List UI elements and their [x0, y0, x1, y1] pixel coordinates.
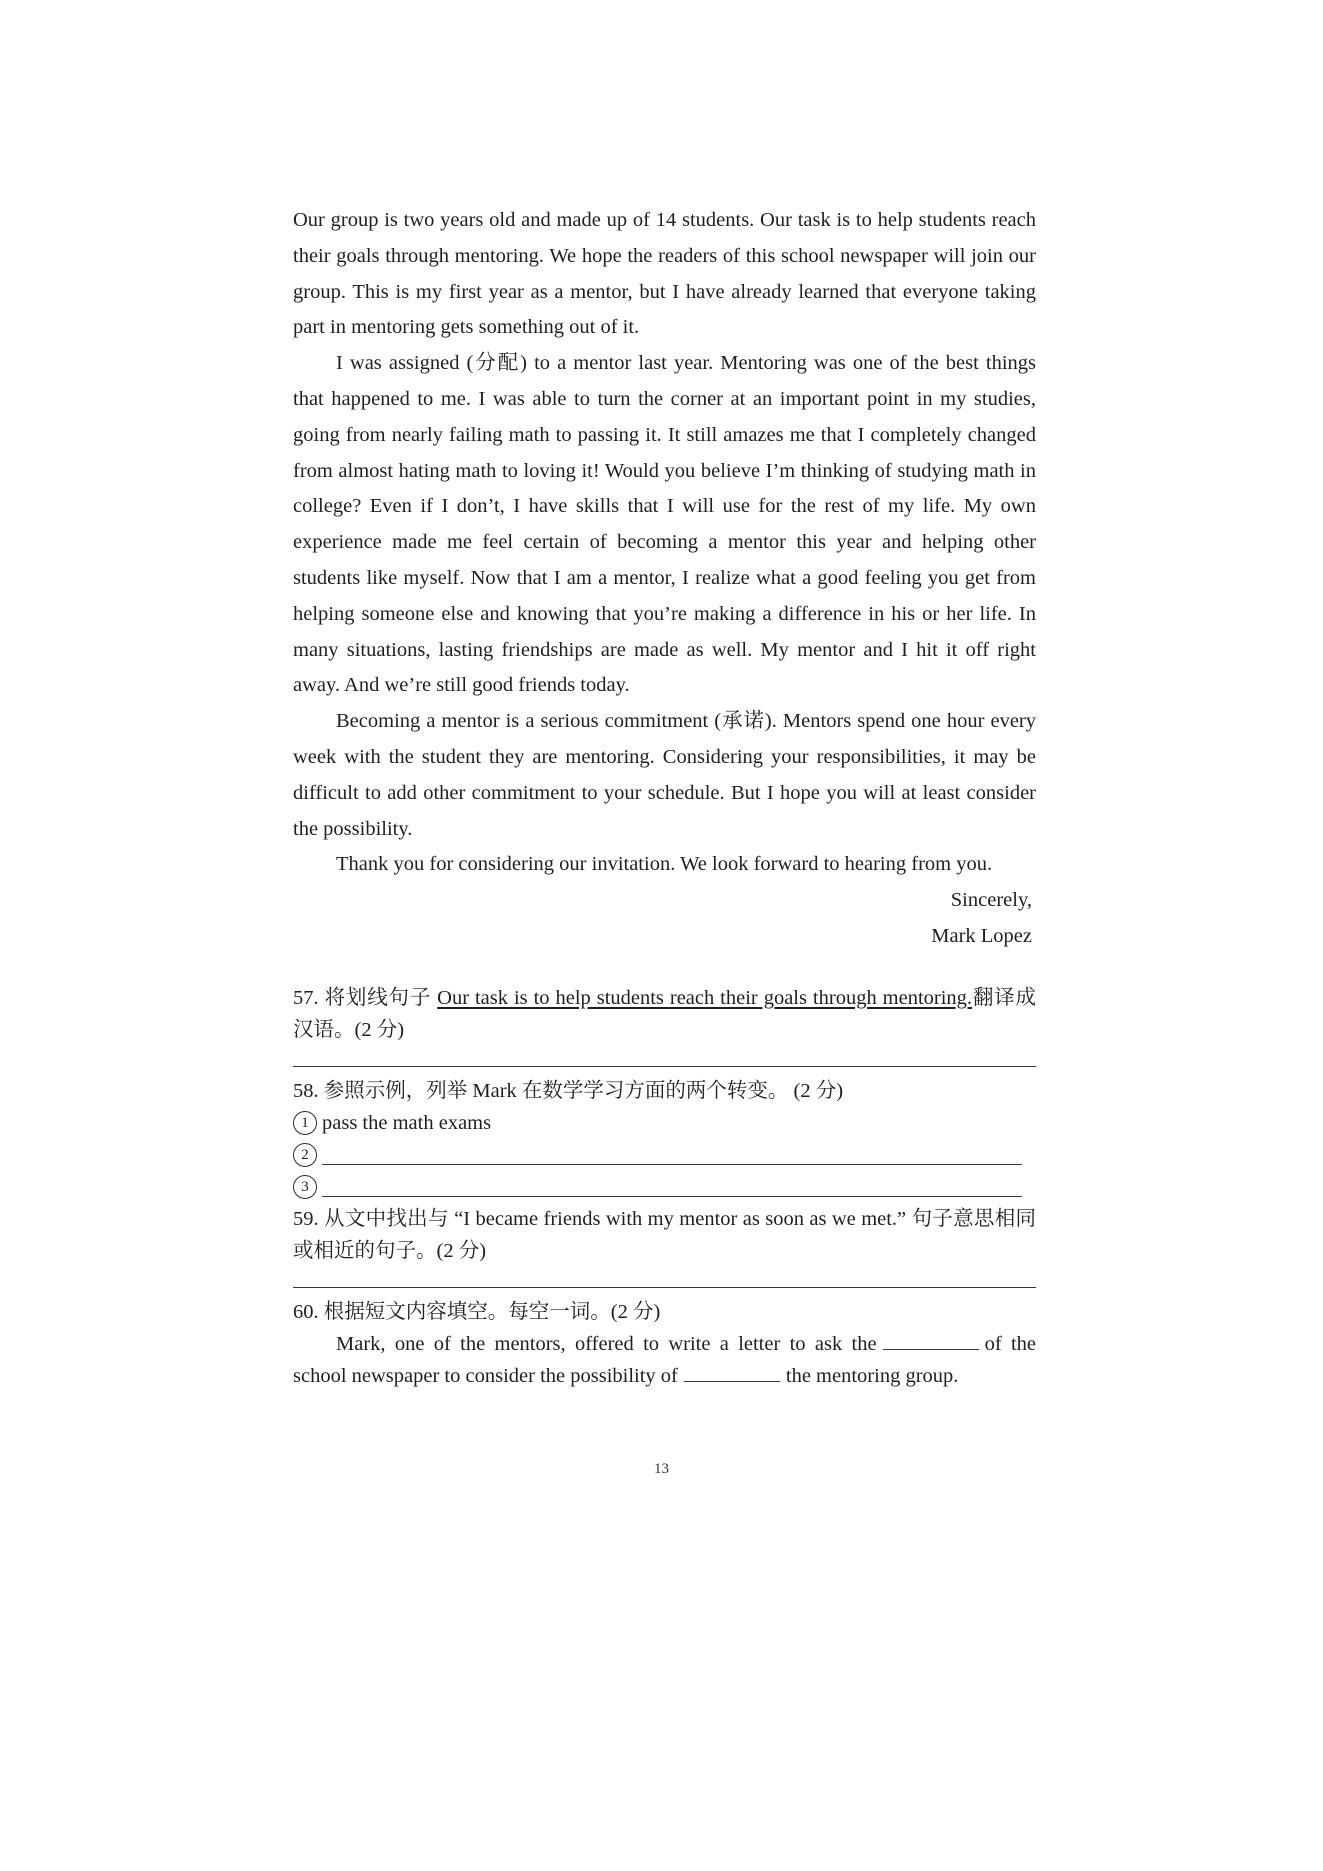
question-58-answer-line-3[interactable] [322, 1172, 1022, 1197]
question-57-prompt [293, 982, 1036, 1046]
question-58-example-answer: pass the math exams [322, 1111, 492, 1134]
question-57 [293, 982, 1036, 1067]
letter-signature: Mark Lopez [931, 924, 1032, 947]
exam-page [293, 203, 1036, 1392]
question-59-prompt: 59. 从文中找出与 “I became friends with my mentor as soon as we met.” 句子意思相同或相近的句子。(2 分) [293, 1207, 1036, 1262]
question-57-suffix: 翻译成汉语。(2 分) [293, 986, 1037, 1041]
page-number: 13 [654, 1461, 669, 1477]
question-58-option-3 [293, 1171, 1036, 1203]
circled-number-2-icon: 2 [293, 1143, 317, 1167]
question-59 [293, 1203, 1036, 1288]
question-58-answer-line-2[interactable] [322, 1140, 1022, 1165]
passage-paragraph-3: Becoming a mentor is a serious commitment (承诺). Mentors spend one hour every week with the student they are mentoring. Considering your responsibilities, it may be difficult to add other commitment to your schedule. But I hope you will at least consider the possibility. [293, 710, 1036, 840]
question-59-answer-line[interactable] [293, 1287, 1036, 1288]
passage-paragraph-2: I was assigned (分配) to a mentor last year. Mentoring was one of the best things that happened to me. I was able to turn the corner at an important point in my studies, going from nearly failing math to passing it. It still amazes me that I completely changed from almost hating math to loving it! Would you believe I’m thinking of studying math in college? Even if I don’t, I have skills that I will use for the rest of my life. My own experience made me feel certain of becoming a mentor this year and helping other students like myself. Now that I am a mentor, I realize what a good feeling you get from helping someone else and knowing that you’re making a difference in his or her life. In many situations, lasting friendships are made as well. My mentor and I hit it off right away. And we’re still good friends today. [293, 352, 1036, 697]
question-60 [293, 1296, 1036, 1392]
question-57-underlined-sentence: Our task is to help students reach their goals through mentoring. [437, 986, 973, 1009]
letter-closing: Sincerely, [950, 889, 1032, 912]
question-58 [293, 1075, 1036, 1203]
passage-paragraph-4: Thank you for considering our invitation. We look forward to hearing from you. [336, 853, 993, 876]
question-60-blank-1[interactable] [883, 1329, 979, 1350]
question-60-part-2: of the school newspaper to consider the possibility of [293, 1332, 1036, 1387]
circled-number-1-icon: 1 [293, 1111, 317, 1135]
circled-number-3-icon: 3 [293, 1175, 317, 1199]
question-57-prefix: 57. 将划线句子 [293, 986, 438, 1009]
question-60-blank-2[interactable] [684, 1361, 780, 1382]
question-58-option-2 [293, 1139, 1036, 1171]
question-60-fill-in-text [293, 1328, 1036, 1392]
question-60-part-3: the mentoring group. [785, 1364, 959, 1387]
passage-paragraph-1: Our group is two years old and made up of 14 students. Our task is to help students reach their goals through mentoring. We hope the readers of this school newspaper will join our group. This is my first year as a mentor, but I have already learned that everyone taking part in mentoring gets something out of it. [293, 209, 1036, 339]
question-60-prompt: 60. 根据短文内容填空。每空一词。(2 分) [293, 1300, 661, 1323]
question-57-answer-line[interactable] [293, 1066, 1036, 1067]
question-58-prompt: 58. 参照示例，列举 Mark 在数学学习方面的两个转变。 (2 分) [293, 1079, 844, 1102]
question-60-part-1: Mark, one of the mentors, offered to write a letter to ask the [336, 1332, 877, 1355]
question-58-option-1 [293, 1107, 1036, 1139]
